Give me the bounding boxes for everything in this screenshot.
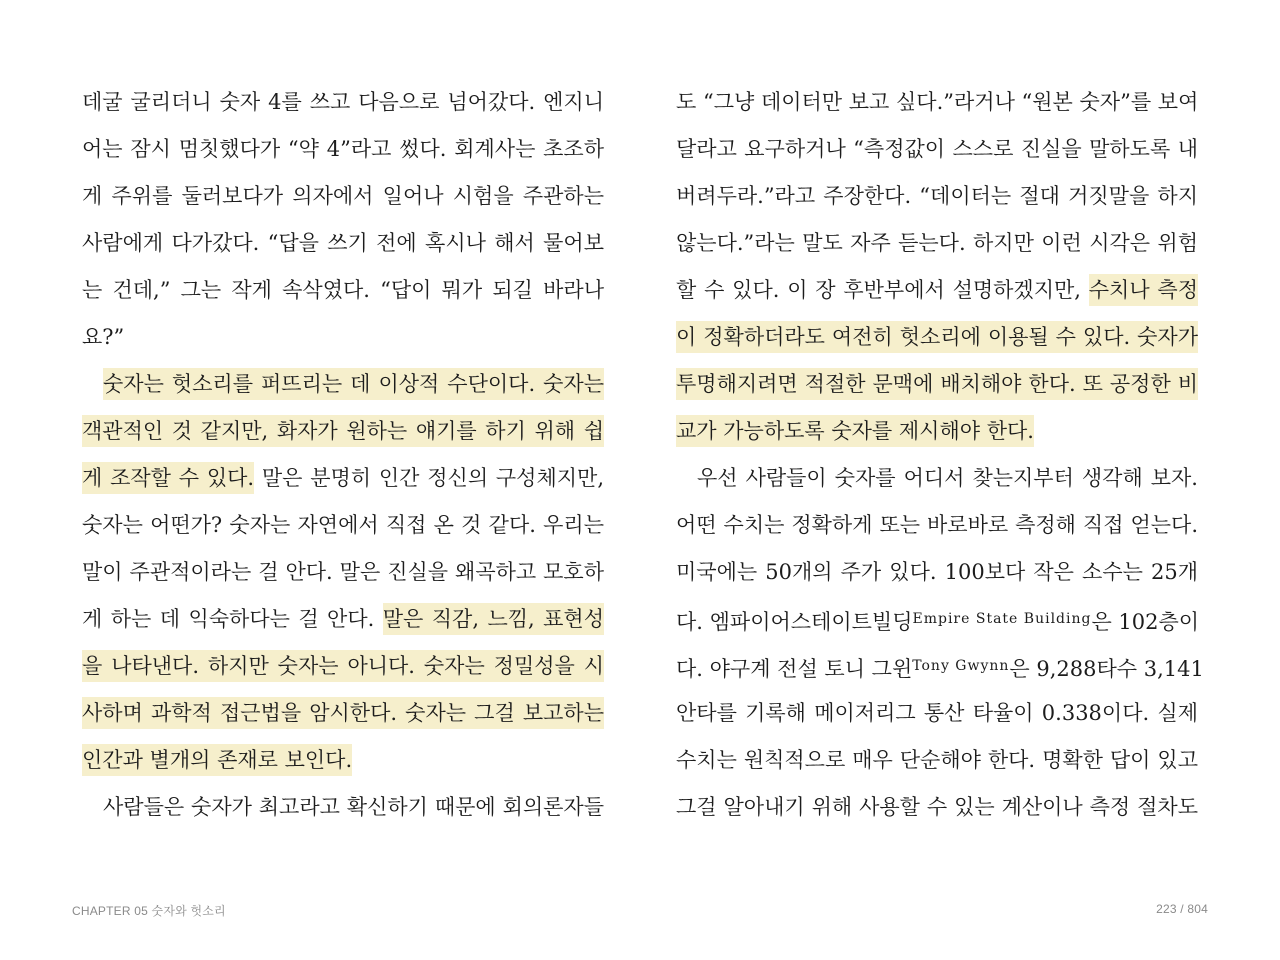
text-line: 게 하는 데 익숙하다는 걸 안다. 말은 직감, 느낌, 표현성 [82,596,604,643]
english-term: Tony Gwynn [912,658,1010,674]
english-term: Empire State Building [912,611,1092,627]
text-line: 다. 야구계 전설 토니 그윈$^{Tony Gwynn}$은 9,288타수 3,141 [676,657,1204,681]
text-line: 버려두라.”라고 주장한다. “데이터는 절대 거짓말을 하지 [676,184,1198,208]
text-line: 말이 주관적이라는 걸 안다. 말은 진실을 왜곡하고 모호하 [82,560,604,584]
text-line: 할 수 있다. 이 장 후반부에서 설명하겠지만, 수치나 측정 [676,267,1198,314]
text-line: 달라고 요구하거나 “측정값이 스스로 진실을 말하도록 내 [676,137,1198,161]
text-line: 안타를 기록해 메이저리그 통산 타율이 0.338이다. 실제 [676,701,1198,725]
text-line [82,408,604,455]
text-line: 않는다.”라는 말도 자주 듣는다. 하지만 이런 시각은 위험 [676,231,1198,255]
text-line: 데굴 굴리더니 숫자 4를 쓰고 다음으로 넘어갔다. 엔지니 [82,90,604,114]
text-line [82,643,604,690]
text-line: 어떤 수치는 정확하게 또는 바로바로 측정해 직접 얻는다. [676,513,1198,537]
chapter-title: CHAPTER 05 숫자와 헛소리 [72,904,226,918]
text-line: 우선 사람들이 숫자를 어디서 찾는지부터 생각해 보자. [697,466,1198,490]
text-line: 숫자는 어떤가? 숫자는 자연에서 직접 온 것 같다. 우리는 [82,513,604,537]
highlighted-text[interactable]: 을 나타낸다. 하지만 숫자는 아니다. 숫자는 정밀성을 시 [82,650,604,682]
highlighted-text[interactable]: 교가 가능하도록 숫자를 제시해야 한다. [676,415,1034,447]
highlighted-text[interactable]: 이 정확하더라도 여전히 헛소리에 이용될 수 있다. 숫자가 [676,321,1198,353]
page-counter: 223 / 804 [1156,902,1208,916]
text-line: 사람들은 숫자가 최고라고 확신하기 때문에 회의론자들 [103,795,604,819]
highlighted-text[interactable]: 사하며 과학적 접근법을 암시한다. 숫자는 그걸 보고하는 [82,697,604,729]
highlighted-text[interactable]: 말은 직감, 느낌, 표현성 [383,603,604,635]
text-line [676,408,1198,455]
text-line [82,737,604,784]
text-line [82,690,604,737]
highlighted-text[interactable]: 인간과 별개의 존재로 보인다. [82,744,352,776]
text-line: 다. 엠파이어스테이트빌딩$^{Empire State Building}$은 102층이 [676,610,1200,634]
text-line: 그걸 알아내기 위해 사용할 수 있는 계산이나 측정 절차도 [676,795,1198,819]
highlighted-text[interactable]: 투명해지려면 적절한 문맥에 배치해야 한다. 또 공정한 비 [676,368,1198,400]
left-page [82,79,604,831]
text-line: 수치는 원칙적으로 매우 단순해야 한다. 명확한 답이 있고 [676,748,1198,772]
text-line: 요?” [82,325,125,349]
highlighted-text[interactable]: 게 조작할 수 있다. [82,462,254,494]
text-line [82,361,604,408]
text-line: 게 주위를 둘러보다가 의자에서 일어나 시험을 주관하는 [82,184,604,208]
text-line: 어는 잠시 멈칫했다가 “약 4”라고 썼다. 회계사는 초조하 [82,137,604,161]
text-line [676,314,1198,361]
text-line [676,361,1198,408]
text-line: 는 건데,” 그는 작게 속삭였다. “답이 뭐가 되길 바라나 [82,278,604,302]
text-line: 미국에는 50개의 주가 있다. 100보다 작은 소수는 25개 [676,560,1198,584]
text-line: 도 “그냥 데이터만 보고 싶다.”라거나 “원본 숫자”를 보여 [676,90,1199,114]
text-line: 사람에게 다가갔다. “답을 쓰기 전에 혹시나 해서 물어보 [82,231,604,255]
text-line: 게 조작할 수 있다. 말은 분명히 인간 정신의 구성체지만, [82,455,604,502]
highlighted-text[interactable]: 숫자는 헛소리를 퍼뜨리는 데 이상적 수단이다. 숫자는 [103,368,604,400]
highlighted-text[interactable]: 수치나 측정 [1089,274,1198,306]
highlighted-text[interactable]: 객관적인 것 같지만, 화자가 원하는 얘기를 하기 위해 쉽 [82,415,604,447]
right-page [676,79,1204,831]
